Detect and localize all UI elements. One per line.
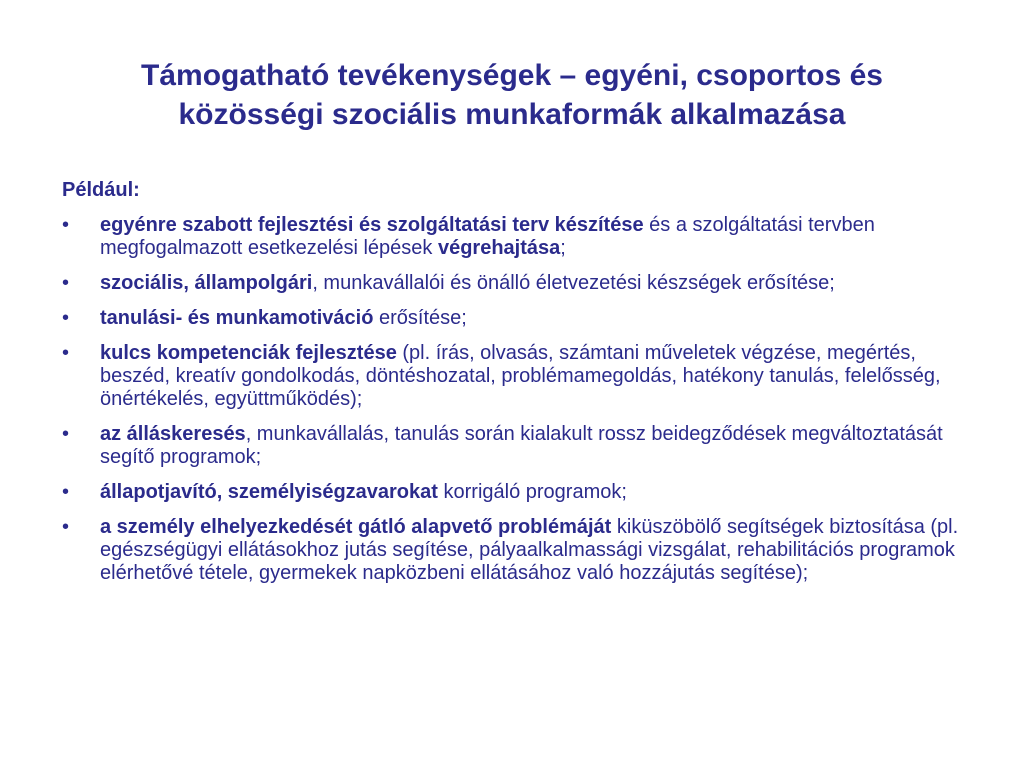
- bullet-text-bold: egyénre szabott fejlesztési és szolgáltatási terv készítése: [100, 214, 644, 236]
- bullet-icon: •: [62, 272, 70, 294]
- bullet-text: (pl. írás, olvasás, számtani műveletek végzése, megértés, beszéd, kreatív gondolkodás, döntéshozatal, problémamegoldás, hatékony tanulás, felelősség, önértékelés, együttműködés);: [100, 342, 941, 410]
- bullet-text-bold: végrehajtása: [437, 237, 561, 259]
- bullet-text: és a szolgáltatási tervben megfogalmazott esetkezelési lépések: [100, 214, 875, 259]
- bullet-text-bold: szociális, állampolgári: [100, 272, 313, 294]
- bullet-text-bold: kulcs kompetenciák fejlesztése: [100, 342, 397, 364]
- bullet-text-bold: az álláskeresés: [100, 423, 246, 445]
- bullet-item: [62, 214, 962, 260]
- bullet-text: ;: [560, 237, 566, 259]
- bullet-item: [62, 516, 962, 585]
- bullet-text-bold: a személy elhelyezkedését gátló alapvető problémáját: [100, 516, 612, 538]
- slide-title: [40, 56, 984, 134]
- bullet-item: [62, 307, 962, 330]
- bullet-text-bold: állapotjavító, személyiségzavarokat: [100, 481, 438, 503]
- bullet-text: kiküszöbölő segítségek biztosítása (pl. egészségügyi ellátásokhoz jutás segítése, pályaalkalmassági vizsgálat, rehabilitációs programok elérhetővé tétele, gyermekek napközbeni ellátásához való hozzájutás segítése);: [100, 516, 959, 584]
- bullet-text: erősítése;: [373, 307, 467, 329]
- bullet-icon: •: [62, 423, 70, 445]
- bullet-text-bold: tanulási- és munkamotiváció: [100, 307, 374, 329]
- bullet-icon: •: [62, 214, 70, 236]
- bullet-icon: •: [62, 342, 70, 364]
- bullet-item: [62, 342, 962, 411]
- slide-title-line-2: közösségi szociális munkaformák alkalmazása: [178, 98, 846, 131]
- bullet-text: korrigáló programok;: [437, 481, 627, 503]
- intro-label: Például:: [62, 179, 140, 201]
- bullet-icon: •: [62, 307, 70, 329]
- slide-title-line-1: Támogatható tevékenységek – egyéni, csoportos és: [141, 59, 883, 92]
- bullet-icon: •: [62, 481, 70, 503]
- bullet-text: , munkavállalás, tanulás során kialakult rossz beidegződések megváltoztatását segítő programok;: [100, 423, 943, 468]
- bullet-item: [62, 272, 962, 295]
- bullet-item: [62, 481, 962, 504]
- bullet-icon: •: [62, 516, 70, 538]
- bullet-text: , munkavállalói és önálló életvezetési készségek erősítése;: [312, 272, 835, 294]
- bullet-list: [62, 214, 962, 597]
- bullet-item: [62, 423, 962, 469]
